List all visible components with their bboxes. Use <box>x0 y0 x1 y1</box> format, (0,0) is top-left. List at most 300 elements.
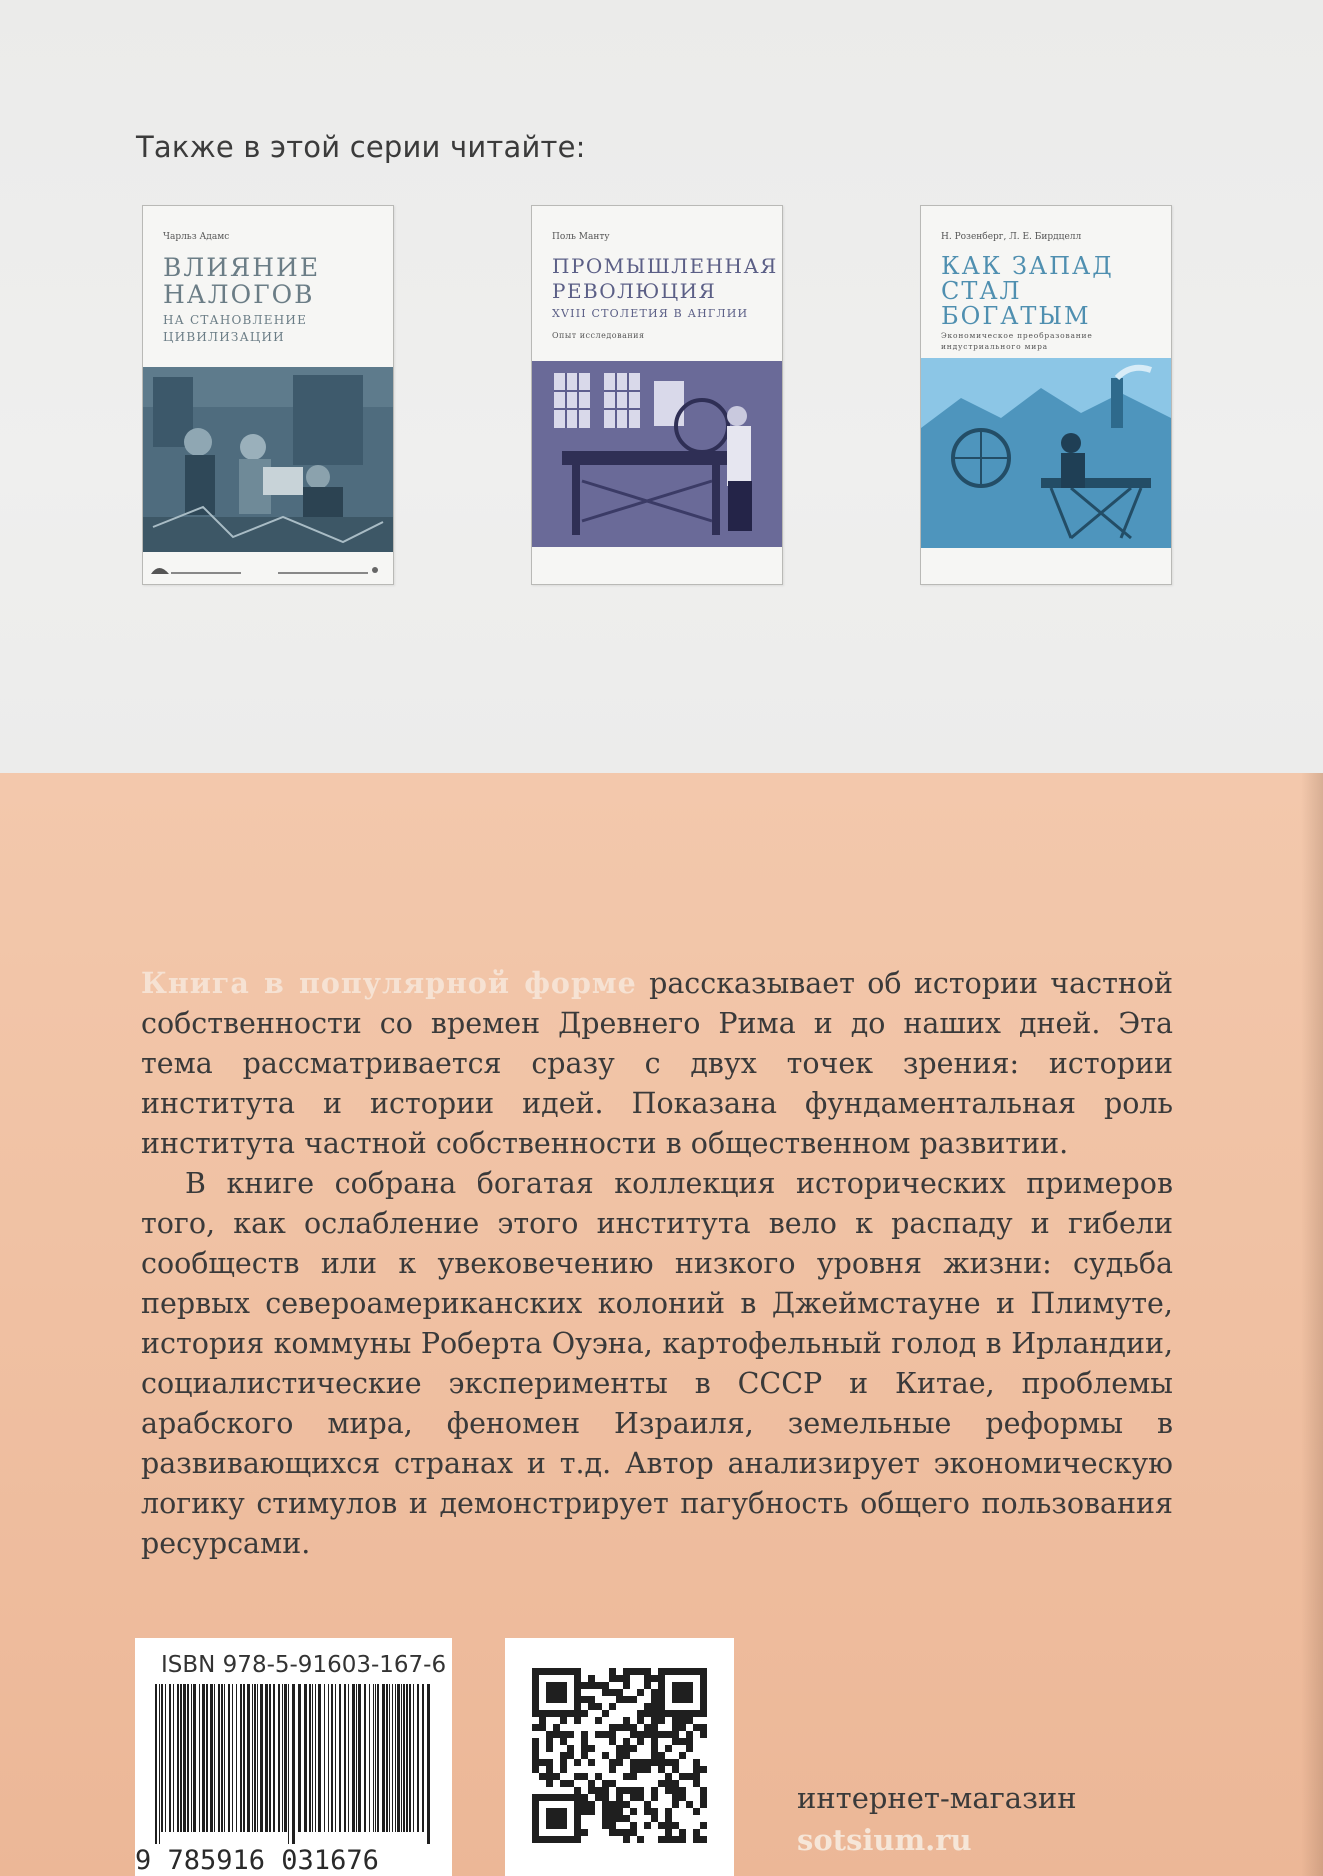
barcode-bar <box>180 1684 182 1832</box>
barcode-bar <box>409 1684 411 1832</box>
qr-module <box>623 1787 630 1794</box>
shop-label: интернет-магазин <box>797 1781 1077 1815</box>
barcode-bar <box>210 1684 213 1832</box>
qr-module <box>700 1801 707 1808</box>
qr-finder-center <box>672 1682 693 1703</box>
qr-module <box>588 1745 595 1752</box>
barcode-bar <box>318 1684 321 1832</box>
qr-module <box>693 1829 700 1836</box>
qr-module <box>602 1808 609 1815</box>
qr-module <box>609 1801 616 1808</box>
qr-module <box>602 1731 609 1738</box>
qr-module <box>665 1787 672 1794</box>
qr-module <box>686 1801 693 1808</box>
qr-module <box>637 1794 644 1801</box>
qr-module <box>623 1752 630 1759</box>
qr-module <box>616 1752 623 1759</box>
qr-module <box>602 1822 609 1829</box>
qr-module <box>693 1724 700 1731</box>
qr-module <box>553 1731 560 1738</box>
qr-module <box>651 1808 658 1815</box>
qr-module <box>560 1717 567 1724</box>
barcode-bar <box>324 1684 325 1832</box>
barcode-bar <box>298 1684 301 1832</box>
qr-module <box>581 1731 588 1738</box>
qr-module <box>560 1752 567 1759</box>
barcode-bar <box>247 1684 250 1832</box>
barcode-bar <box>339 1684 341 1832</box>
barcode-bar <box>312 1684 313 1832</box>
qr-module <box>637 1689 644 1696</box>
qr-module <box>609 1759 616 1766</box>
qr-module <box>644 1759 651 1766</box>
series-book-2 <box>531 205 783 585</box>
qr-module <box>623 1724 630 1731</box>
qr-module <box>616 1801 623 1808</box>
qr-module <box>672 1822 679 1829</box>
qr-module <box>532 1766 539 1773</box>
barcode-bar <box>389 1684 390 1832</box>
series-panel <box>0 0 1323 773</box>
qr-module <box>539 1724 546 1731</box>
qr-module <box>609 1731 616 1738</box>
qr-module <box>616 1787 623 1794</box>
qr-module <box>686 1731 693 1738</box>
qr-module <box>588 1759 595 1766</box>
barcode-bar <box>177 1684 179 1832</box>
qr-module <box>602 1815 609 1822</box>
qr-module <box>546 1766 553 1773</box>
qr-module <box>672 1794 679 1801</box>
book-cover-illustration <box>532 361 782 547</box>
qr-module <box>665 1731 672 1738</box>
qr-module <box>609 1724 616 1731</box>
barcode-bar <box>269 1684 271 1832</box>
qr-module <box>581 1829 588 1836</box>
barcode-bar <box>228 1684 230 1832</box>
qr-module <box>609 1675 616 1682</box>
qr-module <box>581 1794 588 1801</box>
qr-module <box>672 1731 679 1738</box>
qr-module <box>651 1675 658 1682</box>
barcode-bar <box>252 1684 253 1832</box>
qr-module <box>679 1773 686 1780</box>
qr-module <box>658 1717 665 1724</box>
qr-module <box>588 1696 595 1703</box>
qr-module <box>567 1752 574 1759</box>
barcode-bar <box>422 1684 424 1832</box>
qr-module <box>637 1759 644 1766</box>
qr-module <box>602 1780 609 1787</box>
barcode-bar <box>386 1684 388 1832</box>
qr-module <box>630 1822 637 1829</box>
qr-module <box>546 1745 553 1752</box>
qr-module <box>588 1801 595 1808</box>
qr-module <box>630 1731 637 1738</box>
qr-module <box>644 1668 651 1675</box>
barcode-bar <box>403 1684 405 1832</box>
barcode-bar <box>224 1684 225 1832</box>
qr-module <box>588 1808 595 1815</box>
qr-module <box>651 1752 658 1759</box>
qr-module <box>672 1801 679 1808</box>
barcode-digits: 9 785916 031676 <box>135 1845 379 1876</box>
qr-module <box>637 1668 644 1675</box>
qr-module <box>665 1822 672 1829</box>
qr-module <box>623 1815 630 1822</box>
qr-module <box>686 1745 693 1752</box>
qr-module <box>651 1815 658 1822</box>
qr-module <box>686 1717 693 1724</box>
barcode-bar <box>364 1684 366 1832</box>
qr-module <box>560 1766 567 1773</box>
barcode-bar <box>206 1684 208 1832</box>
book-cover-illustration <box>143 367 393 552</box>
book-description <box>141 963 1173 1564</box>
qr-module <box>700 1787 707 1794</box>
qr-module <box>595 1682 602 1689</box>
qr-module <box>700 1731 707 1738</box>
book-author: Поль Манту <box>552 232 610 242</box>
qr-module <box>630 1794 637 1801</box>
qr-module <box>581 1682 588 1689</box>
qr-module <box>602 1689 609 1696</box>
description-paragraph-1: Книга в популярной форме рассказывает об истории частной собственности со времен Древнего Рима и до наших дней. Эта тема рассматривается сразу с двух точек зрения: истории института и истории идей. Показана фундаментальная роль института частной собственности в общественном развитии. <box>141 966 1173 1160</box>
qr-code <box>505 1638 734 1876</box>
qr-module <box>616 1794 623 1801</box>
qr-module <box>672 1724 679 1731</box>
barcode-bar <box>232 1684 233 1832</box>
qr-module <box>574 1759 581 1766</box>
qr-module <box>595 1717 602 1724</box>
barcode-bar <box>358 1684 361 1832</box>
qr-module <box>560 1731 567 1738</box>
qr-module <box>665 1780 672 1787</box>
barcode-bar <box>236 1684 237 1832</box>
series-book-3 <box>920 205 1172 585</box>
barcode-bar <box>382 1684 385 1832</box>
qr-module <box>686 1738 693 1745</box>
barcode-bar <box>427 1684 430 1844</box>
qr-module <box>532 1752 539 1759</box>
qr-module <box>602 1794 609 1801</box>
qr-module <box>651 1689 658 1696</box>
barcode-bar <box>183 1684 186 1832</box>
qr-module <box>700 1822 707 1829</box>
barcode-bar <box>254 1684 256 1832</box>
book-author: Н. Розенберг, Л. Е. Бирдцелл <box>941 232 1082 242</box>
qr-module <box>658 1780 665 1787</box>
barcode-bar <box>243 1684 245 1832</box>
qr-module <box>672 1738 679 1745</box>
qr-module <box>623 1801 630 1808</box>
qr-module <box>658 1752 665 1759</box>
qr-module <box>630 1745 637 1752</box>
qr-module <box>672 1836 679 1843</box>
barcode-bar <box>218 1684 220 1832</box>
qr-module <box>581 1752 588 1759</box>
qr-module <box>679 1787 686 1794</box>
barcode-bar <box>406 1684 408 1832</box>
barcode-bar <box>273 1684 275 1832</box>
qr-module <box>588 1780 595 1787</box>
barcode-bar <box>292 1684 295 1844</box>
qr-module <box>616 1815 623 1822</box>
barcode-bar <box>155 1684 157 1844</box>
qr-module <box>616 1696 623 1703</box>
qr-module <box>637 1787 644 1794</box>
barcode-bar <box>173 1684 174 1832</box>
qr-module <box>609 1668 616 1675</box>
qr-module <box>672 1717 679 1724</box>
qr-module <box>581 1773 588 1780</box>
qr-module <box>532 1724 539 1731</box>
qr-module <box>679 1829 686 1836</box>
qr-module <box>651 1731 658 1738</box>
qr-module <box>644 1808 651 1815</box>
qr-code-graphic <box>505 1638 734 1876</box>
barcode-bar <box>199 1684 200 1832</box>
qr-module <box>665 1836 672 1843</box>
qr-module <box>581 1710 588 1717</box>
book-note: Опыт исследования <box>552 331 645 340</box>
qr-module <box>679 1717 686 1724</box>
description-paragraph-2: В книге собрана богатая коллекция исторических примеров того, как ослабление этого института вело к распаду и гибели сообществ или к увековечению низкого уровня жизни: судьба первых североамериканских колоний в Джеймстауне и Плимуте, история коммуны Роберта Оуэна, картофельный голод в Ирландии, социалистические эксперименты в СССР и Китае, проблемы арабского мира, феномен Израиля, земельные реформы в развивающихся странах и т.д. Автор анализирует экономическую логику стимулов и демонстрирует пагубность общего пользования ресурсами. <box>141 1167 1173 1560</box>
qr-module <box>623 1682 630 1689</box>
qr-module <box>637 1836 644 1843</box>
barcode-bar <box>288 1684 289 1844</box>
barcode-bar <box>304 1684 307 1832</box>
qr-module <box>665 1808 672 1815</box>
qr-module <box>651 1794 658 1801</box>
barcode-bar <box>413 1684 414 1832</box>
isbn-barcode <box>135 1638 452 1876</box>
barcode-bar <box>257 1684 258 1832</box>
isbn-number: ISBN 978-5-91603-167-6 <box>161 1652 447 1678</box>
qr-module <box>644 1731 651 1738</box>
qr-module <box>651 1724 658 1731</box>
barcode-bar <box>221 1684 223 1832</box>
qr-module <box>623 1668 630 1675</box>
qr-module <box>679 1794 686 1801</box>
qr-module <box>637 1717 644 1724</box>
qr-module <box>560 1759 567 1766</box>
qr-module <box>672 1787 679 1794</box>
barcode-bar <box>328 1684 329 1832</box>
qr-module <box>644 1675 651 1682</box>
barcode-bar <box>284 1684 287 1832</box>
qr-module <box>651 1717 658 1724</box>
qr-module <box>665 1815 672 1822</box>
qr-module <box>679 1752 686 1759</box>
qr-module <box>644 1766 651 1773</box>
shop-url-link[interactable]: sotsium.ru <box>797 1823 972 1857</box>
barcode-bar <box>356 1684 357 1832</box>
qr-module <box>679 1836 686 1843</box>
qr-module <box>693 1773 700 1780</box>
qr-module <box>595 1731 602 1738</box>
qr-module <box>588 1787 595 1794</box>
barcode-bar <box>191 1684 192 1832</box>
qr-module <box>637 1738 644 1745</box>
barcode-bar <box>202 1684 205 1832</box>
barcode-bar <box>278 1684 280 1832</box>
qr-module <box>616 1675 623 1682</box>
qr-module <box>609 1766 616 1773</box>
qr-module <box>616 1724 623 1731</box>
qr-module <box>679 1738 686 1745</box>
qr-module <box>616 1759 623 1766</box>
barcode-bar <box>331 1684 333 1832</box>
qr-module <box>644 1682 651 1689</box>
qr-module <box>630 1759 637 1766</box>
qr-module <box>630 1668 637 1675</box>
barcode-bar <box>377 1684 379 1832</box>
qr-module <box>644 1801 651 1808</box>
qr-module <box>623 1717 630 1724</box>
qr-module <box>665 1745 672 1752</box>
qr-module <box>623 1675 630 1682</box>
qr-module <box>658 1759 665 1766</box>
qr-module <box>658 1836 665 1843</box>
book-subtitle: Экономическое преобразование индустриального мира <box>941 331 1093 351</box>
book-footer-logos <box>143 554 393 584</box>
qr-module <box>623 1836 630 1843</box>
qr-module <box>637 1731 644 1738</box>
book-cover-illustration <box>921 358 1171 548</box>
barcode-graphic <box>135 1638 452 1876</box>
qr-module <box>658 1731 665 1738</box>
series-heading: Также в этой серии читайте: <box>136 130 586 164</box>
barcode-bar <box>309 1684 311 1832</box>
qr-module <box>623 1696 630 1703</box>
qr-module <box>595 1794 602 1801</box>
qr-module <box>644 1822 651 1829</box>
qr-module <box>630 1787 637 1794</box>
qr-module <box>602 1787 609 1794</box>
qr-module <box>700 1724 707 1731</box>
qr-module <box>651 1703 658 1710</box>
qr-module <box>609 1829 616 1836</box>
qr-module <box>546 1780 553 1787</box>
qr-module <box>581 1801 588 1808</box>
qr-module <box>609 1703 616 1710</box>
qr-module <box>602 1801 609 1808</box>
qr-module <box>630 1808 637 1815</box>
barcode-bar <box>373 1684 374 1832</box>
qr-module <box>609 1780 616 1787</box>
qr-module <box>609 1738 616 1745</box>
qr-module <box>567 1731 574 1738</box>
barcode-bar <box>344 1684 346 1832</box>
qr-module <box>700 1766 707 1773</box>
book-title: ПРОМЫШЛЕННАЯ РЕВОЛЮЦИЯ <box>552 254 778 303</box>
qr-module <box>672 1766 679 1773</box>
qr-module <box>700 1836 707 1843</box>
qr-module <box>588 1675 595 1682</box>
qr-module <box>651 1696 658 1703</box>
spine-shadow <box>1301 773 1323 1876</box>
qr-module <box>693 1780 700 1787</box>
qr-module <box>658 1766 665 1773</box>
qr-module <box>686 1773 693 1780</box>
qr-module <box>693 1836 700 1843</box>
qr-module <box>539 1717 546 1724</box>
qr-module <box>616 1829 623 1836</box>
series-book-1 <box>142 205 394 585</box>
qr-module <box>539 1773 546 1780</box>
qr-module <box>574 1773 581 1780</box>
barcode-bar <box>161 1684 163 1832</box>
qr-module <box>602 1682 609 1689</box>
qr-module <box>546 1759 553 1766</box>
qr-module <box>651 1787 658 1794</box>
qr-module <box>581 1696 588 1703</box>
qr-module <box>616 1745 623 1752</box>
qr-module <box>644 1724 651 1731</box>
qr-module <box>602 1710 609 1717</box>
qr-module <box>665 1829 672 1836</box>
qr-module <box>553 1773 560 1780</box>
qr-finder-center <box>546 1808 567 1829</box>
qr-module <box>623 1773 630 1780</box>
qr-module <box>623 1829 630 1836</box>
qr-module <box>616 1808 623 1815</box>
qr-module <box>630 1696 637 1703</box>
qr-module <box>672 1780 679 1787</box>
qr-module <box>609 1808 616 1815</box>
qr-module <box>630 1724 637 1731</box>
barcode-bar <box>193 1684 196 1832</box>
qr-module <box>637 1766 644 1773</box>
qr-module <box>672 1759 679 1766</box>
qr-module <box>602 1752 609 1759</box>
qr-module <box>623 1745 630 1752</box>
qr-module <box>700 1794 707 1801</box>
qr-module <box>553 1724 560 1731</box>
qr-module <box>581 1808 588 1815</box>
qr-module <box>693 1808 700 1815</box>
qr-module <box>693 1759 700 1766</box>
qr-module <box>630 1766 637 1773</box>
qr-module <box>546 1738 553 1745</box>
qr-module <box>609 1822 616 1829</box>
barcode-bar <box>265 1684 268 1832</box>
qr-module <box>532 1745 539 1752</box>
qr-module <box>532 1759 539 1766</box>
qr-module <box>658 1822 665 1829</box>
qr-module <box>581 1738 588 1745</box>
qr-module <box>581 1745 588 1752</box>
qr-module <box>588 1682 595 1689</box>
qr-module <box>616 1689 623 1696</box>
barcode-bar <box>214 1684 215 1832</box>
book-subtitle: XVIII СТОЛЕТИЯ В АНГЛИИ <box>552 307 749 320</box>
barcode-bar <box>352 1684 355 1832</box>
qr-module <box>539 1759 546 1766</box>
barcode-bar <box>369 1684 370 1832</box>
barcode-bar <box>395 1684 396 1832</box>
qr-module <box>574 1787 581 1794</box>
barcode-bar <box>315 1684 316 1832</box>
qr-module <box>546 1731 553 1738</box>
book-title: ВЛИЯНИЕ НАЛОГОВ <box>163 253 321 309</box>
barcode-bar <box>169 1684 171 1832</box>
barcode-bar <box>240 1684 242 1832</box>
qr-module <box>567 1745 574 1752</box>
qr-module <box>679 1724 686 1731</box>
barcode-bar <box>335 1684 336 1832</box>
